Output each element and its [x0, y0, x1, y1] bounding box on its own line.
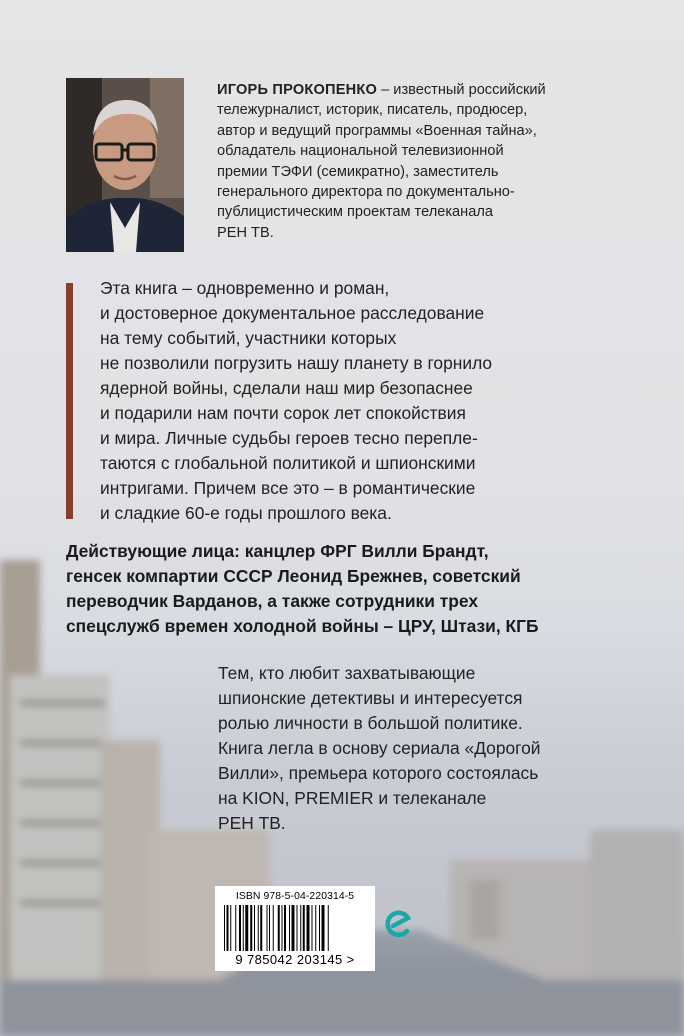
- author-bio-line: – известный российский: [377, 82, 546, 98]
- barcode-bar: [243, 905, 244, 951]
- barcode-bar: [224, 905, 225, 951]
- author-bio-line: РЕН ТВ.: [217, 224, 274, 241]
- author-bio-line: публицистическим проектам телеканала: [217, 204, 493, 221]
- barcode-bar: [328, 905, 329, 951]
- barcode-bar: [282, 905, 283, 951]
- recommendation-text: [218, 661, 618, 836]
- author-bio-line: премии ТЭФИ (семикратно), заместитель: [217, 163, 499, 180]
- barcode-bars: [224, 905, 366, 951]
- author-bio-line: обладатель национальной телевизионной: [217, 143, 504, 160]
- barcode-bar: [322, 905, 325, 951]
- author-bio: [217, 80, 617, 243]
- barcode-bar: [269, 905, 270, 951]
- blurb-line: интригами. Причем все это – в романтические: [100, 478, 476, 498]
- barcode-bar: [267, 905, 268, 951]
- isbn-barcode: [215, 886, 375, 971]
- blurb-line: Эта книга – одновременно и роман,: [100, 278, 390, 298]
- barcode-bar: [297, 905, 298, 951]
- blurb-line: и сладкие 60-е годы прошлого века.: [100, 503, 392, 523]
- cast-line: переводчик Варданов, а также сотрудники трех: [66, 591, 479, 611]
- barcode-digits: 9 785042 203145 >: [235, 952, 355, 967]
- blurb-line: и достоверное документальное расследование: [100, 303, 485, 323]
- barcode-bar: [227, 905, 229, 951]
- recommend-line: РЕН ТВ.: [218, 813, 286, 833]
- recommend-line: ролью личности в большой политике.: [218, 713, 523, 733]
- barcode-bar: [258, 905, 259, 951]
- blurb-line: не позволили погрузить нашу планету в горнило: [100, 353, 493, 373]
- barcode-bar: [245, 905, 248, 951]
- blurb-line: ядерной войны, сделали наш мир безопаснее: [100, 378, 473, 398]
- barcode-bar: [303, 905, 305, 951]
- barcode-bar: [315, 905, 316, 951]
- barcode-bar: [292, 905, 295, 951]
- author-bio-line: генерального директора по документально-: [217, 184, 515, 201]
- barcode-bar: [254, 905, 255, 951]
- cast-list: [66, 539, 626, 639]
- recommend-line: на KION, PREMIER и телеканале: [218, 788, 487, 808]
- blurb-line: таются с глобальной политикой и шпионскими: [100, 453, 476, 473]
- author-name: ИГОРЬ ПРОКОПЕНКО: [217, 82, 378, 98]
- blurb-line: на тему событий, участники которых: [100, 328, 397, 348]
- barcode-bar: [284, 905, 286, 951]
- recommend-line: Вилли», премьера которого состоялась: [218, 763, 539, 783]
- author-bio-line: автор и ведущий программы «Военная тайна»,: [217, 122, 537, 139]
- recommend-line: Тем, кто любит захватывающие: [218, 663, 476, 683]
- barcode-bar: [260, 905, 262, 951]
- recommend-line: Книга легла в основу сериала «Дорогой: [218, 738, 541, 758]
- cast-line: Действующие лица: канцлер ФРГ Вилли Брандт,: [66, 541, 489, 561]
- barcode-bar: [278, 905, 280, 951]
- author-bio-line: тележурналист, историк, писатель, продюсер,: [217, 102, 528, 119]
- publisher-logo-icon: [384, 909, 412, 939]
- barcode-bar: [273, 905, 274, 951]
- barcode-bar: [312, 905, 313, 951]
- quote-accent-bar: [66, 283, 73, 519]
- barcode-bar: [250, 905, 252, 951]
- author-photo: [66, 78, 184, 252]
- blurb-line: и мира. Личные судьбы героев тесно перепле-: [100, 428, 478, 448]
- barcode-bar: [230, 905, 231, 951]
- barcode-bar: [300, 905, 301, 951]
- book-blurb: [100, 276, 600, 526]
- isbn-number: ISBN 978-5-04-220314-5: [235, 891, 355, 902]
- barcode-bar: [289, 905, 290, 951]
- barcode-bar: [235, 905, 236, 951]
- recommend-line: шпионские детективы и интересуется: [218, 688, 523, 708]
- barcode-bar: [239, 905, 241, 951]
- barcode-bar: [307, 905, 310, 951]
- blurb-line: и подарили нам почти сорок лет спокойствия: [100, 403, 466, 423]
- cast-line: спецслужб времен холодной войны – ЦРУ, Штази, КГБ: [66, 616, 539, 636]
- cast-line: генсек компартии СССР Леонид Брежнев, советский: [66, 566, 521, 586]
- barcode-bar: [319, 905, 320, 951]
